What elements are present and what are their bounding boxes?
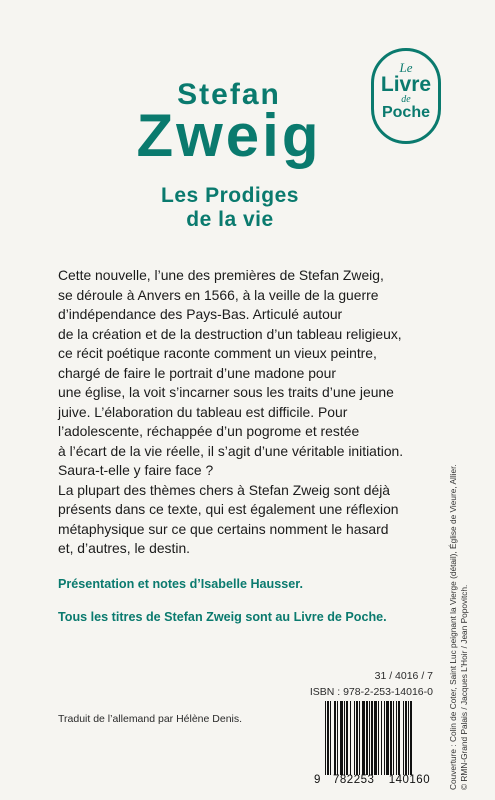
blurb-line: de la création et de la destruction d’un tableau religieux, [58, 325, 402, 342]
barcode-bar [408, 701, 409, 775]
blurb-line: à l’écart de la vie réelle, il s’agit d’une véritable initiation. [58, 442, 404, 459]
blurb-line: et, d’autres, le destin. [58, 540, 191, 556]
author-first-name: Stefan [177, 78, 281, 111]
publisher-logo [371, 48, 441, 144]
isbn: ISBN : 978-2-253-14016-0 [309, 686, 433, 698]
barcode-bar [378, 701, 379, 775]
blurb-line: une église, la voit s’incarner sous les traits d’une jeune [58, 384, 394, 400]
cover-credits-line-1: Couverture : Colin de Coter, Saint Luc peignant la Vierge (détail), Église de Vieure, Allier. [448, 464, 458, 790]
barcode-bar [384, 701, 385, 775]
barcode-group-2: 140160 [388, 774, 431, 786]
book-title-line-1: Les Prodiges [161, 184, 299, 207]
blurb [58, 266, 434, 559]
barcode-bar [393, 701, 394, 775]
barcode-bar [354, 701, 355, 775]
barcode-bar [381, 701, 382, 775]
catalog-code: 31 / 4016 / 7 [374, 670, 433, 682]
blurb-line: se déroule à Anvers en 1566, à la veille de la guerre [58, 286, 379, 303]
barcode-bar [398, 701, 400, 775]
barcode-bar [330, 701, 331, 775]
barcode-bar [327, 701, 329, 775]
barcode-bar [337, 701, 338, 775]
barcode-bar [344, 701, 345, 775]
barcode-lead-digit: 9 [314, 774, 321, 786]
barcode-bar [405, 701, 407, 775]
blurb-line: d’indépendance des Pays-Bas. Articulé autour [58, 306, 343, 322]
cover-credits [448, 430, 470, 790]
logo-text-poche: Poche [381, 104, 430, 121]
blurb-line: métaphysique sur ce que certains nomment le hasard [58, 520, 389, 537]
barcode-bar [386, 701, 389, 775]
barcode-bar [334, 701, 336, 775]
barcode-group-1: 782253 [333, 774, 375, 786]
barcode-bar [396, 701, 397, 775]
translator-credit: Traduit de l’allemand par Hélène Denis. [58, 713, 243, 725]
all-titles-note: Tous les titres de Stefan Zweig sont au Livre de Poche. [58, 610, 387, 624]
blurb-line: juive. L’élaboration du tableau est difficile. Pour [58, 403, 348, 420]
logo-text-le: Le [399, 60, 413, 75]
blurb-line: présents dans ce texte, qui est également une réflexion [58, 501, 399, 517]
barcode-bar [346, 701, 348, 775]
barcode-bar [403, 701, 404, 775]
barcode-bar [356, 701, 358, 775]
logo-text-livre: Livre [380, 73, 432, 96]
barcode-bar [390, 701, 392, 775]
barcode-bar [340, 701, 343, 775]
barcode-bar [369, 701, 370, 775]
barcode-bar [371, 701, 373, 775]
blurb-line: chargé de faire le portrait d’une madone pour [58, 364, 336, 381]
barcode-bar [359, 701, 360, 775]
blurb-line: l’adolescente, réchappée d’un pogrome et restée [58, 423, 360, 439]
blurb-line: Saura-t-elle y faire face ? [58, 462, 214, 478]
book-title [120, 184, 340, 232]
barcode-bar [362, 701, 365, 775]
presentation-note: Présentation et notes d’Isabelle Hausser. [58, 577, 303, 591]
book-title-line-2: de la vie [186, 208, 274, 231]
blurb-line: Cette nouvelle, l’une des premières de Stefan Zweig, [58, 267, 384, 283]
logo-text-de: de [401, 94, 411, 105]
barcode-bar [366, 701, 368, 775]
barcode-bar [325, 701, 326, 775]
blurb-line: ce récit poétique raconte comment un vieux peintre, [58, 345, 377, 361]
barcode [325, 701, 437, 775]
barcode-bar [350, 701, 351, 775]
blurb-line: La plupart des thèmes chers à Stefan Zweig sont déjà [58, 481, 391, 498]
cover-credits-line-2: © RMN-Grand Palais / Jacques L’Hoir / Jean Popovitch. [459, 584, 469, 790]
author-last-name: Zweig [136, 102, 322, 169]
barcode-bar [410, 701, 412, 775]
barcode-bar [374, 701, 377, 775]
barcode-digits [314, 774, 444, 786]
